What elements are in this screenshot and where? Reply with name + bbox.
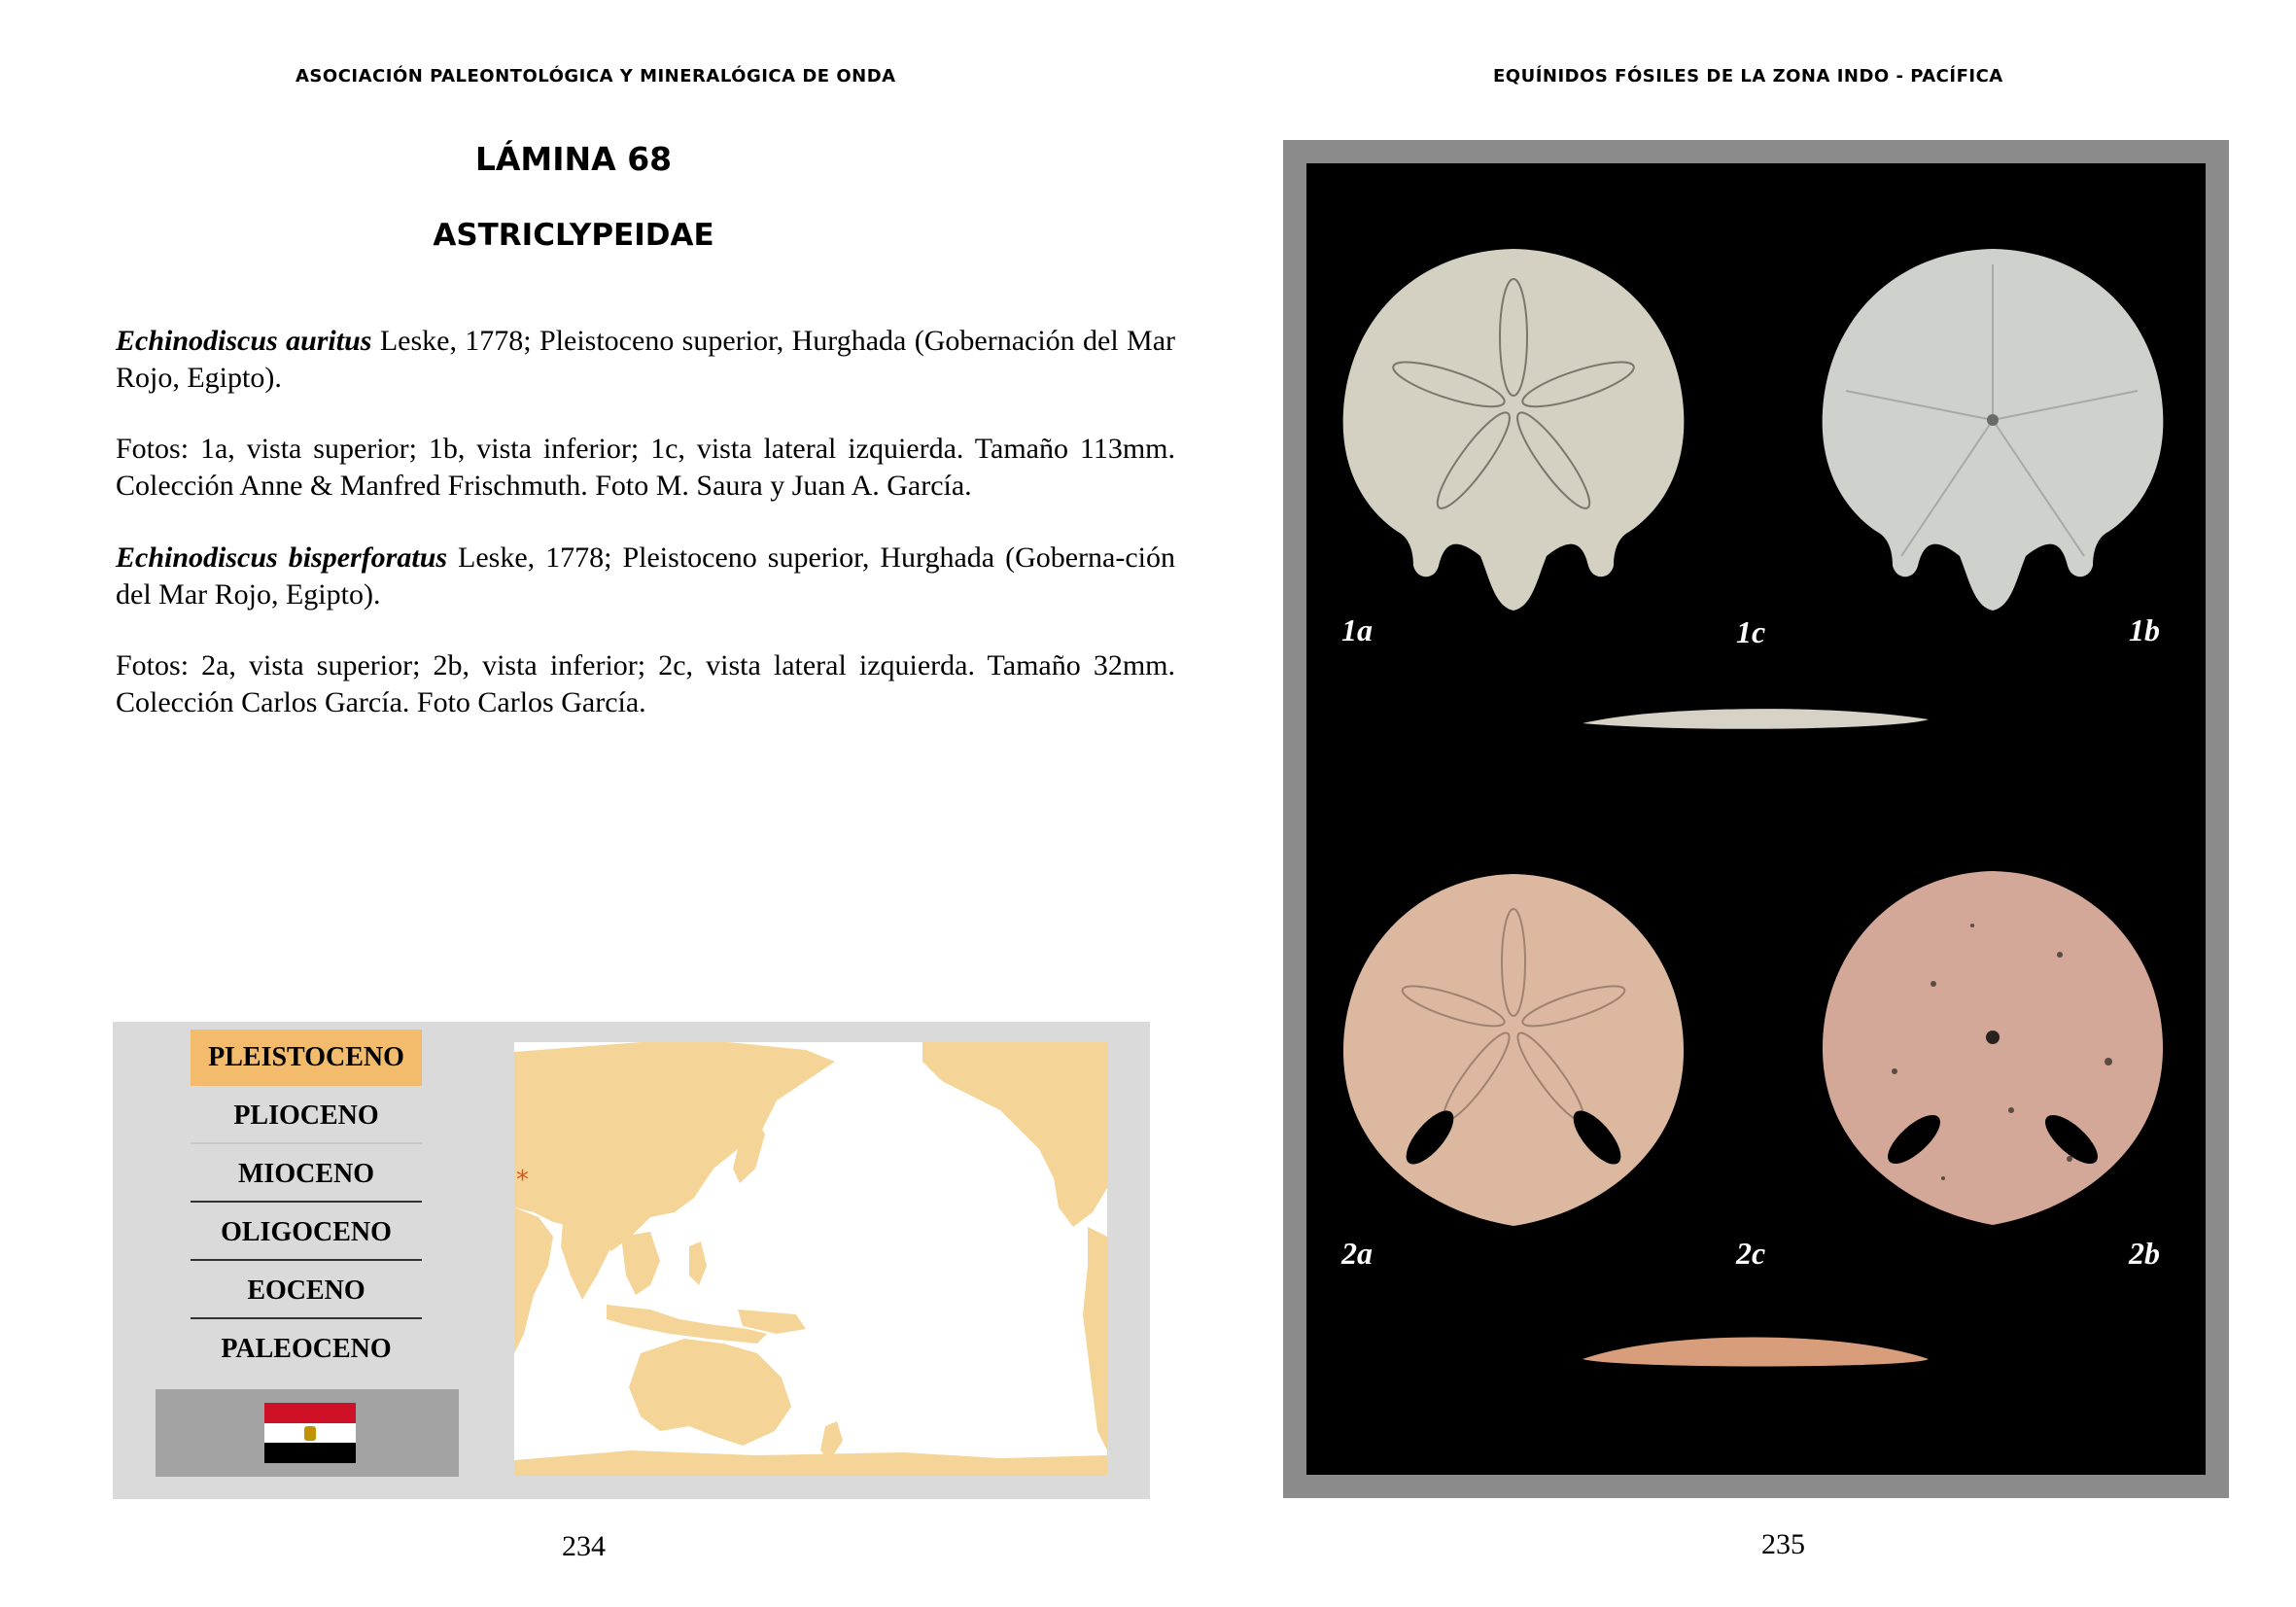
specimen-1a-image <box>1338 245 1689 614</box>
specimen-1c-image <box>1579 700 1933 735</box>
epoch-paleoceno: PALEOCENO <box>221 1334 392 1364</box>
species-1-citation: Leske, 1778; Pleistoceno superior, Hurghada (Gobernación del Mar Rojo, Egipto). <box>116 325 1175 394</box>
specimen-2a-image <box>1338 870 1689 1230</box>
species-1-photos: Fotos: 1a, vista superior; 1b, vista inferior; 1c, vista lateral izquierda. Tamaño 113mm. Colección Anne & Manfred Frischmuth. Foto M. Saura y Juan A. García. <box>116 433 1175 502</box>
label-2c: 2c <box>1736 1236 1766 1271</box>
flag-box <box>156 1389 459 1477</box>
species-2-description <box>116 540 1175 613</box>
epoch-plioceno: PLIOCENO <box>191 1088 422 1144</box>
epoch-pleistoceno: PLEISTOCENO <box>191 1030 422 1086</box>
epoch-oligoceno: OLIGOCENO <box>191 1205 422 1261</box>
epoch-mioceno: MIOCENO <box>191 1146 422 1203</box>
specimen-2b-image <box>1817 867 2169 1229</box>
family-title: ASTRICLYPEIDAE <box>433 218 714 253</box>
header-left: ASOCIACIÓN PALEONTOLÓGICA Y MINERALÓGICA DE ONDA <box>296 66 896 87</box>
photo-plate <box>1283 140 2229 1498</box>
species-1-description <box>116 323 1175 397</box>
header-right: EQUÍNIDOS FÓSILES DE LA ZONA INDO - PACÍFICA <box>1493 66 2003 87</box>
page-number-left: 234 <box>562 1530 606 1562</box>
species-2-photos: Fotos: 2a, vista superior; 2b, vista inferior; 2c, vista lateral izquierda. Tamaño 32mm. Colección Carlos García. Foto Carlos García. <box>116 649 1175 718</box>
label-1b: 1b <box>2129 612 2160 647</box>
page-number-right: 235 <box>1761 1528 1805 1560</box>
specimen-2c-image <box>1579 1326 1933 1373</box>
location-marker-icon: * <box>516 1166 529 1195</box>
label-1a: 1a <box>1341 612 1373 647</box>
egypt-flag-icon <box>264 1403 356 1463</box>
geo-panel <box>113 1022 1150 1499</box>
photo-background <box>1306 163 2206 1475</box>
species-2-name: Echinodiscus bisperforatus <box>116 541 448 574</box>
label-2b: 2b <box>2129 1236 2160 1271</box>
label-2a: 2a <box>1341 1236 1373 1271</box>
epoch-eoceno: EOCENO <box>191 1263 422 1319</box>
label-1c: 1c <box>1736 614 1766 649</box>
species-2-citation: Leske, 1778; Pleistoceno superior, Hurghada (Goberna-ción del Mar Rojo, Egipto). <box>116 541 1175 611</box>
world-map <box>514 1042 1107 1476</box>
plate-title: LÁMINA 68 <box>474 140 673 178</box>
world-map-icon <box>514 1042 1107 1476</box>
specimen-1b-image <box>1817 245 2169 614</box>
species-1-name: Echinodiscus auritus <box>116 325 372 357</box>
